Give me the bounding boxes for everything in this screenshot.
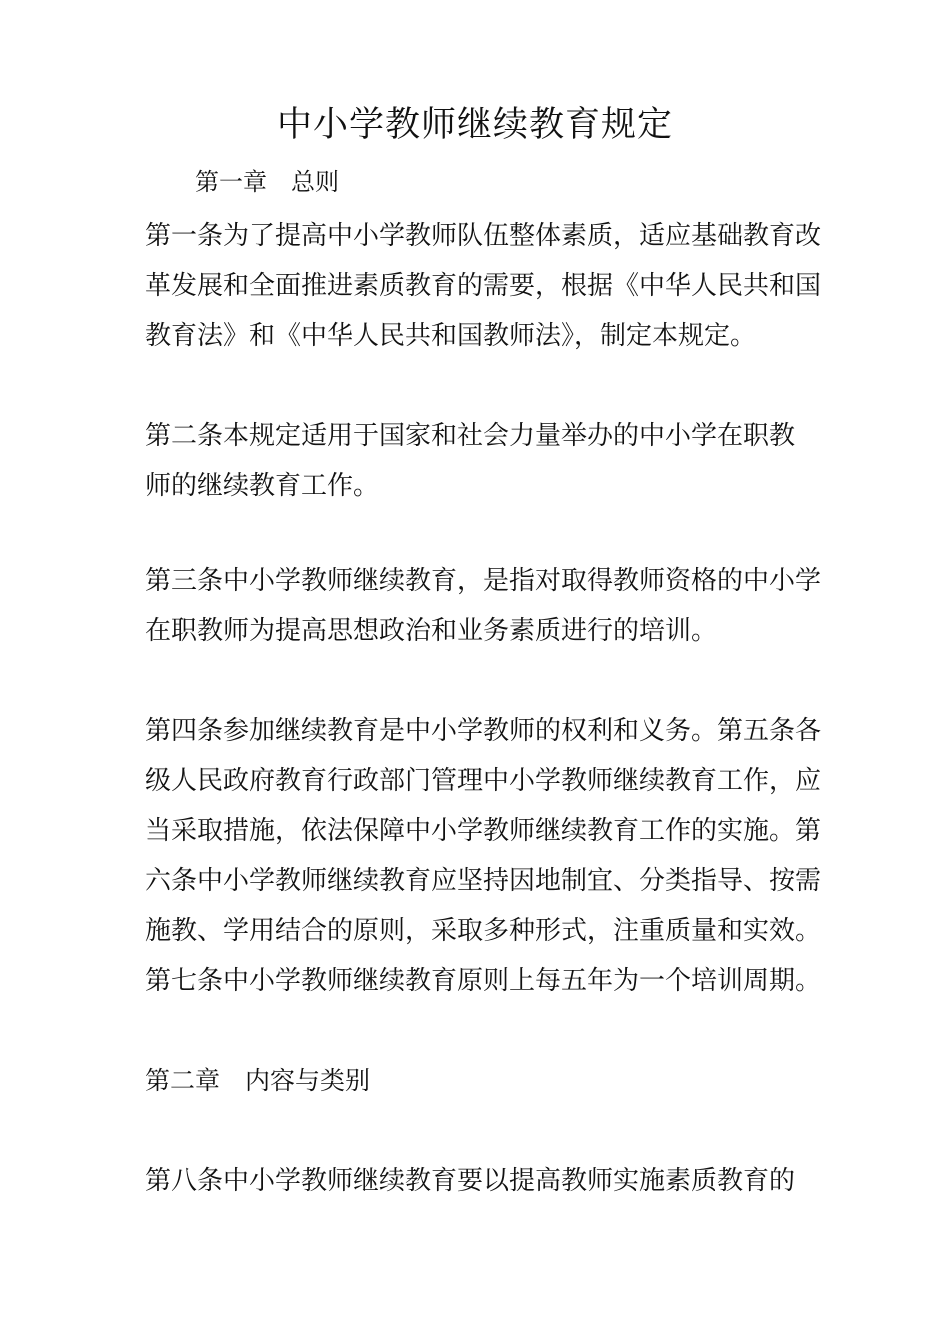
- article-2-line: 第二条本规定适用于国家和社会力量举办的中小学在职教: [145, 421, 796, 451]
- document-title: 中小学教师继续教育规定: [276, 105, 673, 145]
- article-4-7-line: 第七条中小学教师继续教育原则上每五年为一个培训周期。: [145, 966, 822, 996]
- article-1-line: 革发展和全面推进素质教育的需要，根据《中华人民共和国: [145, 271, 822, 301]
- chapter-1-heading: 第一章 总则: [195, 168, 339, 196]
- article-4-7-line: 级人民政府教育行政部门管理中小学教师继续教育工作，应: [145, 766, 822, 796]
- article-1-line: 教育法》和《中华人民共和国教师法》，制定本规定。: [145, 321, 757, 351]
- article-1-paragraph: [145, 211, 822, 361]
- article-3-paragraph: [145, 556, 822, 656]
- article-8-paragraph: [145, 1156, 810, 1206]
- article-4-7-line: 第四条参加继续教育是中小学教师的权利和义务。第五条各: [145, 716, 822, 746]
- article-8-line: 第八条中小学教师继续教育要以提高教师实施素质教育的: [145, 1166, 796, 1196]
- article-4-to-7-paragraph: [145, 706, 822, 1006]
- article-4-7-line: 六条中小学教师继续教育应坚持因地制宜、分类指导、按需: [145, 866, 822, 896]
- article-1-line: 第一条为了提高中小学教师队伍整体素质，适应基础教育改: [145, 221, 822, 251]
- article-4-7-line: 施教、学用结合的原则，采取多种形式，注重质量和实效。: [145, 916, 822, 946]
- article-4-7-line: 当采取措施，依法保障中小学教师继续教育工作的实施。第: [145, 816, 822, 846]
- chapter-2-heading: 第二章 内容与类别: [145, 1066, 371, 1095]
- article-2-line: 师的继续教育工作。: [145, 471, 380, 501]
- article-3-line: 在职教师为提高思想政治和业务素质进行的培训。: [145, 616, 718, 646]
- article-2-paragraph: [145, 411, 810, 511]
- article-3-line: 第三条中小学教师继续教育，是指对取得教师资格的中小学: [145, 566, 822, 596]
